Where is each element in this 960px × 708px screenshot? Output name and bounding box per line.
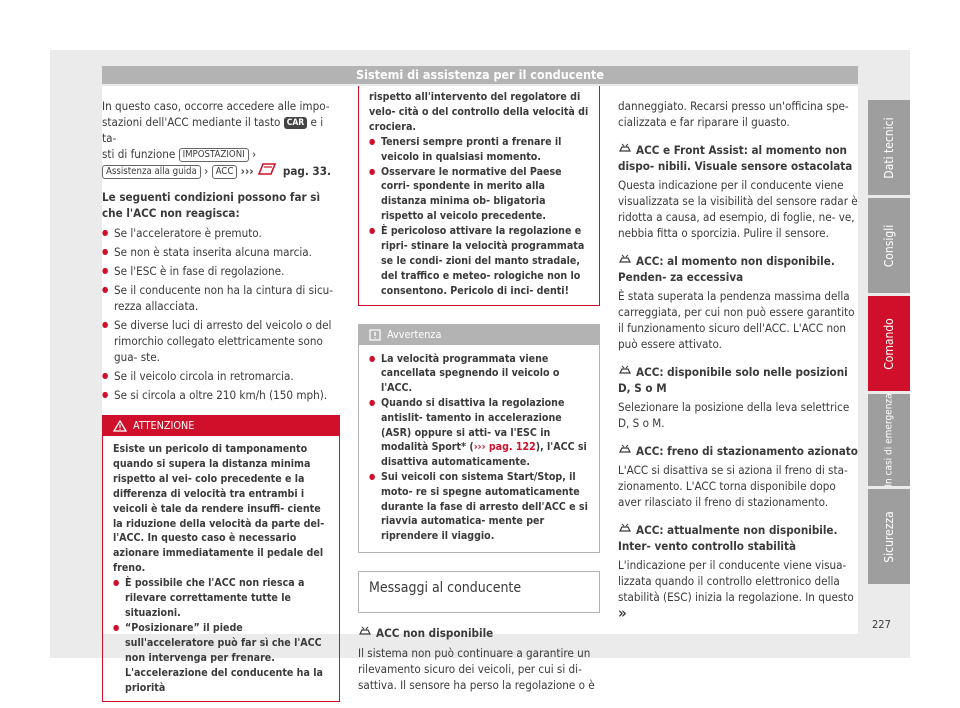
intro-paragraph: In questo caso, occorre accedere alle impo- stazioni dell'ACC mediante il tasto CAR e i ta- sti di funzione IMPOSTAZIONI › Assistenza alla guida › ACC ››› pag. 33. [102,99,331,178]
list-item: ● Se non è stata inserita alcuna marcia. [102,244,340,260]
continue-mark: » [618,604,627,622]
message-title [618,253,858,285]
warning-bullet: ● “Posizionare” il piede sull'acceleratore può far sì che l'ACC non intervenga per frenare. L'accelerazione del conducente ha la priorità [113,621,329,696]
intro-line-a: In questo caso, occorre accedere alle impo- [102,99,330,113]
book-reference-icon [257,162,279,176]
intro-line-c: e i ta- [102,115,324,145]
key-acc: ACC [212,165,238,179]
conditions-title: Le seguenti condizioni possono far sì che l'ACC non reagisca: [102,190,321,220]
warning-header [103,416,339,436]
message-title-text: ACC e Front Assist: al momento non dispo- nibili. Visuale sensore ostacolata [618,143,853,173]
warning-bullet: ● Osservare le normative del Paese corri- spondente in merito alla distanza minima ob- bligatoria rispetto al veicolo precedente. [369,165,589,225]
list-item: ● Se diverse luci di arresto del veicolo o del rimorchio collegato elettricamente sono gua- ste. [102,317,340,365]
note-bullet: ● La velocità programmata viene cancellata spegnendo il veicolo o l'ACC. [369,352,589,396]
warning-body [103,436,339,701]
tab-in-casi-di-emergenza[interactable] [868,394,910,486]
warning-box [102,415,340,702]
list-item: ● Se l'acceleratore è premuto. [102,225,340,241]
note-header [359,325,599,345]
header-title: Sistemi di assistenza per il conducente [355,67,605,82]
warning-bullet: ● È possibile che l'ACC non riesca a rilevare correttamente tutte le situazioni. [113,576,329,621]
tab-dati-tecnici[interactable] [868,100,910,195]
acc-car-icon [618,143,632,155]
message-title [358,625,600,641]
message-title [618,443,858,459]
tab-sicurezza[interactable] [868,489,910,584]
page-content [102,86,858,694]
list-item: ● Se il conducente non ha la cintura di sicu- rezza allacciata. [102,282,340,314]
warning-title: ATTENZIONE [133,419,195,432]
acc-car-icon [618,365,632,377]
message-text: È stata superata la pendenza massima della carreggiata, per cui non può essere garantito il funzionamento sicuro dell'ACC. L'ACC non può essere attivato. [618,289,855,351]
note-bullet: ● Sui veicoli con sistema Start/Stop, il moto- re si spegne automaticamente durante la fase di arresto dell'ACC e si riavvia automatica- mente per riprendere il viaggio. [369,470,589,544]
note-body [359,345,599,552]
warning-bullet: ● Tenersi sempre pronti a frenare il veicolo in qualsiasi momento. [369,135,589,165]
column-right [618,86,858,622]
tab-consigli[interactable] [868,198,910,293]
note-title: Avvertenza [387,327,442,341]
key-assistenza: Assistenza alla guida [102,165,201,179]
column-left [102,86,340,702]
message-title-text: ACC: attualmente non disponibile. Inter- vento controllo stabilità [618,523,838,553]
note-bullet-2b: ), l'ACC si disattiva automaticamente. [381,441,587,469]
intro-line-d: sti di funzione [102,147,176,161]
tab-label: Sicurezza [882,510,896,563]
tab-label: In casi di emergenza [883,393,895,487]
ref-arrows: ››› [240,164,254,178]
car-key-icon: CAR [284,117,307,129]
message-title [618,522,858,554]
message-text: Selezionare la posizione della leva selettrice D, S o M. [618,400,850,430]
note-bullet [369,396,589,470]
continued-text: danneggiato. Recarsi presso un'officina spe- cializzata e far riparare il guasto. [618,99,849,129]
message-text: Il sistema non può continuare a garantire un rilevamento sicuro dei veicoli, per cui si di- sattiva. Il sensore ha perso la regolazione o è [358,646,595,693]
message-title-text: ACC: al momento non disponibile. Penden- za eccessiva [618,254,835,284]
note-box [358,324,600,553]
page-ref: pag. 33. [282,164,331,178]
key-impostazioni: IMPOSTAZIONI [179,148,249,162]
acc-car-icon [618,254,632,266]
list-item: ● Se si circola a oltre 210 km/h (150 mph). [102,387,340,403]
message-title [618,364,858,396]
note-page-ref: ››› pag. 122 [473,441,536,454]
note-bullet-2a: Quando si disattiva la regolazione antislit- tamento in accelerazione (ASR) oppure si atti- va l'ESC in modalità Sport* ( [381,397,565,454]
message-text [618,557,858,622]
list-item: ● Se l'ESC è in fase di regolazione. [102,263,340,279]
column-middle [358,86,600,693]
warning-triangle-icon [113,420,127,432]
warning-text: Esiste un pericolo di tamponamento quando si supera la distanza minima rispetto al vei- colo precedente e la differenza di velocità tra entrambi i veicoli è tale da rendere insuffi- ciente la riduzione della velocità da parte del- l'ACC. In questo caso è necessario azionare immediatamente il pedale del freno. [113,443,325,575]
page-header [102,66,858,84]
warning-box-continued [358,86,600,306]
page-number: 227 [872,618,891,631]
tab-label: Consigli [882,224,896,267]
message-text-last: L'indicazione per il conducente viene visua- lizzata quando il controllo elettronico della stabilità (ESC) inizia la regolazione. In questo [618,558,854,604]
message-title-text: ACC: disponibile solo nelle posizioni D, S o M [618,365,848,395]
tab-comando[interactable] [868,296,910,391]
acc-car-icon [618,444,632,456]
tab-label: Comando [882,317,896,370]
acc-car-icon [358,626,372,638]
message-text: Questa indicazione per il conducente viene visualizzata se la visibilità del sensore radar è ridotta a causa, ad esempio, di foglie, ne- ve, nebbia fitta o sporcizia. Pulire il sensore. [618,178,858,240]
warning-cont-text: rispetto all'intervento del regolatore di velo- cità o del controllo della velocità di crociera. [369,91,589,133]
tab-label: Dati tecnici [882,116,896,179]
message-title-text: ACC: freno di stazionamento azionato [636,444,858,458]
note-icon [369,329,381,341]
intro-line-b: stazioni dell'ACC mediante il tasto [102,115,281,129]
message-title [618,142,858,174]
section-header-box [358,571,600,613]
conditions-list [102,225,340,403]
message-text: L'ACC si disattiva se si aziona il freno di sta- zionamento. L'ACC torna disponibile dopo aver rilasciato il freno di stazionamento. [618,463,848,509]
list-item: ● Se il veicolo circola in retromarcia. [102,368,340,384]
acc-car-icon [618,523,632,535]
warning-body-continued [359,86,599,305]
message-title-text: ACC non disponibile [376,626,494,641]
warning-bullet: ● È pericoloso attivare la regolazione e ripri- stinare la velocità programmata se le condi- zioni del manto stradale, del traffico e meteo- rologiche non lo consentono. Pericolo di inci- denti! [369,224,589,299]
section-title: Messaggi al conducente [369,580,522,597]
